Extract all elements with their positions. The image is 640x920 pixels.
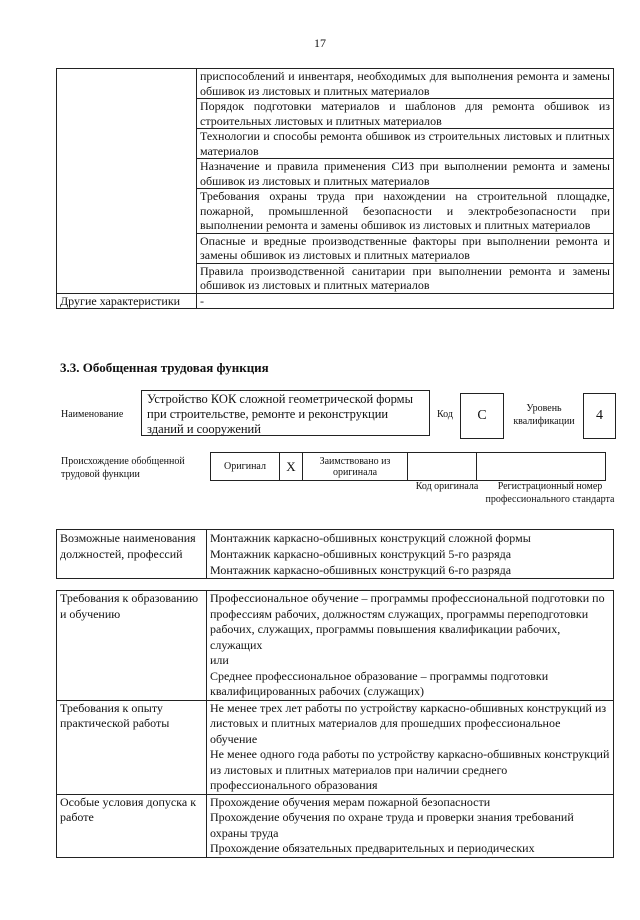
table-row [57,263,614,293]
education-item: или [210,653,229,667]
experience-label: Требования к опыту практической работы [57,700,207,794]
table-row [57,189,614,234]
original-mark: X [280,453,303,481]
original-label: Оригинал [211,453,280,481]
table-row [57,99,614,129]
knowledge-table [56,68,614,309]
table-cell: Правила производственной санитарии при выполнении ремонта и замены обшивок из листовых и плитных материалов [197,263,614,293]
special-conditions-value [207,794,614,857]
code-value-box: C [460,393,504,439]
borrowed-label: Заимствовано из оригинала [303,453,408,481]
special-item: Прохождение обязательных предварительных и периодических [210,841,535,855]
table-row [57,591,614,701]
reg-number-label: Регистрационный номер профессионального стандарта [485,481,615,505]
education-item: Профессиональное обучение – программы профессиональной подготовки по профессиям рабочих, должностям служащих, программы переподготовки рабочих, служащих, программы повышения квалификации рабочих, служащих [210,591,605,652]
table-row [57,69,614,99]
table-cell [57,189,197,234]
positions-table [56,529,614,579]
experience-item: Не менее трех лет работы по устройству каркасно-обшивных конструкций из листовых и плитных материалов для прошедших профессиональное обучение [210,700,607,746]
code-original-label: Код оригинала [415,481,479,492]
position-item: Монтажник каркасно-обшивных конструкций сложной формы [210,531,531,545]
education-label: Требования к образованию и обучению [57,591,207,701]
table-row [57,700,614,794]
table-cell [57,233,197,263]
position-item: Монтажник каркасно-обшивных конструкций 5-го разряда [210,547,512,561]
table-cell [57,69,197,99]
function-name-box: Устройство КОК сложной геометрической формы при строительстве, ремонте и реконструкции зданий и сооружений [141,390,430,436]
table-row [57,159,614,189]
table-cell: приспособлений и инвентаря, необходимых для выполнения ремонта и замены обшивок из листовых и плитных материалов [197,69,614,99]
table-cell: Технологии и способы ремонта обшивок из строительных листовых и плитных материалов [197,129,614,159]
table-cell: Опасные и вредные производственные факторы при выполнении ремонта и замены обшивок из листовых и плитных материалов [197,233,614,263]
table-row [57,530,614,579]
code-label: Код [437,409,453,420]
qualification-level-label: Уровень квалификации [513,403,575,427]
table-cell [57,159,197,189]
origin-label: Происхождение обобщенной трудовой функции [61,456,185,480]
reg-number-cell [477,453,606,481]
positions-list [207,530,614,579]
special-item: Прохождение обучения мерам пожарной безопасности [210,794,491,809]
table-row [57,794,614,857]
table-cell: Порядок подготовки материалов и шаблонов для ремонта обшивок из строительных листовых и плитных материалов [197,99,614,129]
qualification-level-box: 4 [583,393,616,439]
code-original-cell [408,453,477,481]
table-cell: - [197,293,614,309]
position-item: Монтажник каркасно-обшивных конструкций 6-го разряда [210,563,512,577]
special-item: Прохождение обучения по охране труда и проверки знания требований охраны труда [210,810,574,840]
positions-label: Возможные наименования должностей, профессий [57,530,207,579]
experience-item: Не менее одного года работы по устройству каркасно-обшивных конструкций из листовых и плитных материалов при наличии среднего профессионального образования [210,747,610,792]
origin-table [210,452,606,481]
requirements-table [56,590,614,858]
experience-value [207,700,614,794]
name-label: Наименование [61,409,124,420]
table-row [211,453,606,481]
table-row [57,293,614,309]
page-number: 17 [314,36,326,50]
table-row [57,129,614,159]
education-item: Среднее профессиональное образование – программы подготовки квалифицированных рабочих (служащих) [210,668,549,698]
table-row [57,233,614,263]
table-cell [57,99,197,129]
other-characteristics-label: Другие характеристики [57,293,197,309]
table-cell: Назначение и правила применения СИЗ при выполнении ремонта и замены обшивок из листовых и плитных материалов [197,159,614,189]
section-heading: 3.3. Обобщенная трудовая функция [60,360,269,375]
table-cell [57,263,197,293]
education-value [207,591,614,701]
table-cell: Требования охраны труда при нахождении на строительной площадке, пожарной, промышленной безопасности и электробезопасности при выполнении ремонта и замены обшивок из листовых и плитных материалов [197,189,614,234]
table-cell [57,129,197,159]
special-conditions-label: Особые условия допуска к работе [57,794,207,857]
